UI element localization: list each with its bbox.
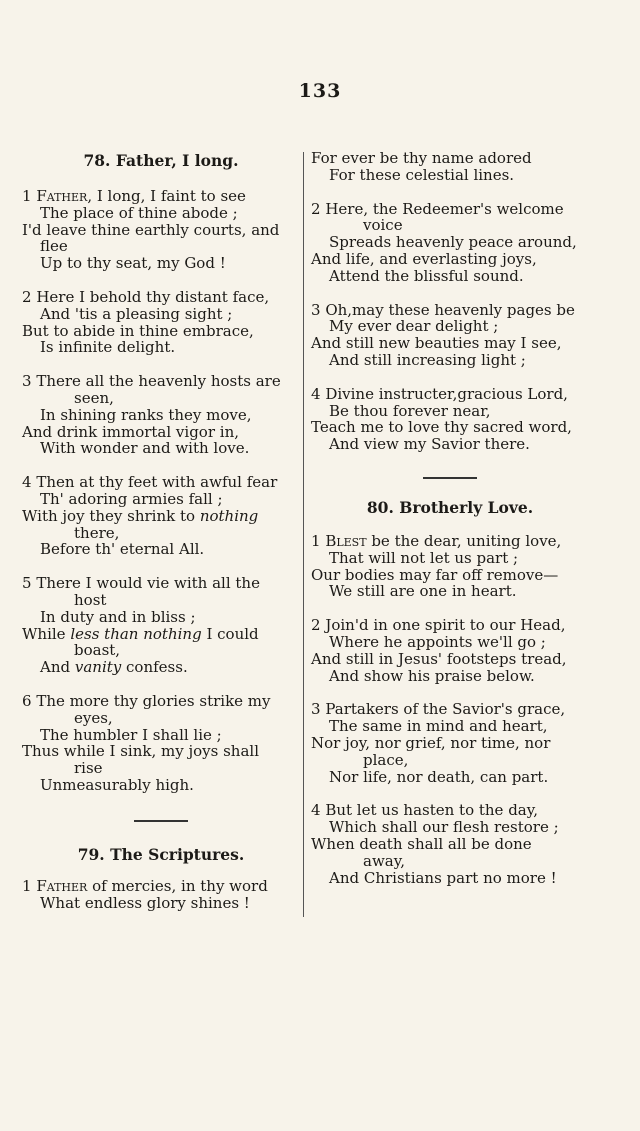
hymn-79-stanza-2: 2 Here, the Redeemer's welcome voice Spreads heavenly peace around, And life, and everlasting joys, Attend the blissful sound. <box>311 199 577 285</box>
hymn-78-stanza-6: 6 The more thy glories strike my eyes, The humbler I shall lie ; Thus while I sink, my joys shall rise Unmeasurably high. <box>22 691 271 794</box>
hymn-80-number: 80. <box>366 497 394 517</box>
hymn-80-stanza-3: 3 Partakers of the Savior's grace, The same in mind and heart, Nor joy, nor grief, nor time, nor place, Nor life, nor death, can part. <box>311 700 566 786</box>
hymn-78-stanza-3: 3 There all the heavenly hosts are seen, In shining ranks they move, And drink immortal vigor in, With wonder and with love. <box>22 372 281 458</box>
hymn-79-stanza-1: 1 Father of mercies, in thy word What endless glory shines ! <box>22 876 268 912</box>
hymn-79-title <box>22 846 300 864</box>
hymn-79-stanza-1-continued: For ever be thy name adored For these celestial lines. <box>311 149 532 184</box>
hymn-79-heading: The Scriptures. <box>110 844 245 864</box>
hymn-80-stanza-2: 2 Join'd in one spirit to our Head, Where he appoints we'll go ; And still in Jesus' footsteps tread, And show his praise below. <box>311 616 567 685</box>
hymn-78-stanza-2: 2 Here I behold thy distant face, And 'tis a pleasing sight ; But to abide in thine embrace, Is infinite delight. <box>22 287 270 357</box>
section-separator <box>423 477 477 479</box>
hymn-79-stanza-4: 4 Divine instructer,gracious Lord, Be thou forever near, Teach me to love thy sacred word, And view my Savior there. <box>311 384 572 454</box>
hymn-78-stanza-1: 1 Father, I long, I faint to see The place of thine abode ; I'd leave thine earthly courts, and flee Up to thy seat, my God ! <box>22 187 280 273</box>
hymn-78-title <box>22 152 300 170</box>
hymn-80-stanza-1: 1 Blest be the dear, uniting love, That will not let us part ; Our bodies may far off remove— We still are one in heart. <box>311 531 562 601</box>
hymn-78-stanza-4: 4 Then at thy feet with awful fear Th' adoring armies fall ; With joy they shrink to nothing there, Before th' eternal All. <box>22 473 278 559</box>
hymn-79-stanza-3: 3 Oh,may these heavenly pages be My ever dear delight ; And still new beauties may I see, And still increasing light ; <box>311 300 575 369</box>
hymn-80-stanza-4: 4 But let us hasten to the day, Which shall our flesh restore ; When death shall all be done away, And Christians part no more ! <box>311 801 559 887</box>
hymn-78-heading: Father, I long. <box>115 151 239 170</box>
hymn-80-heading: Brotherly Love. <box>399 497 534 517</box>
hymn-80-title <box>311 499 589 517</box>
section-separator <box>134 820 188 822</box>
hymn-78-stanza-5: 5 There I would vie with all the host In duty and in bliss ; While less than nothing I could boast, And vanity confess. <box>22 574 260 677</box>
right-column <box>311 150 589 886</box>
hymn-79-number: 79. <box>77 844 105 864</box>
page-number: 133 <box>298 80 342 102</box>
left-column <box>22 150 300 911</box>
hymn-78-number: 78. <box>83 151 111 170</box>
column-divider <box>303 152 304 917</box>
